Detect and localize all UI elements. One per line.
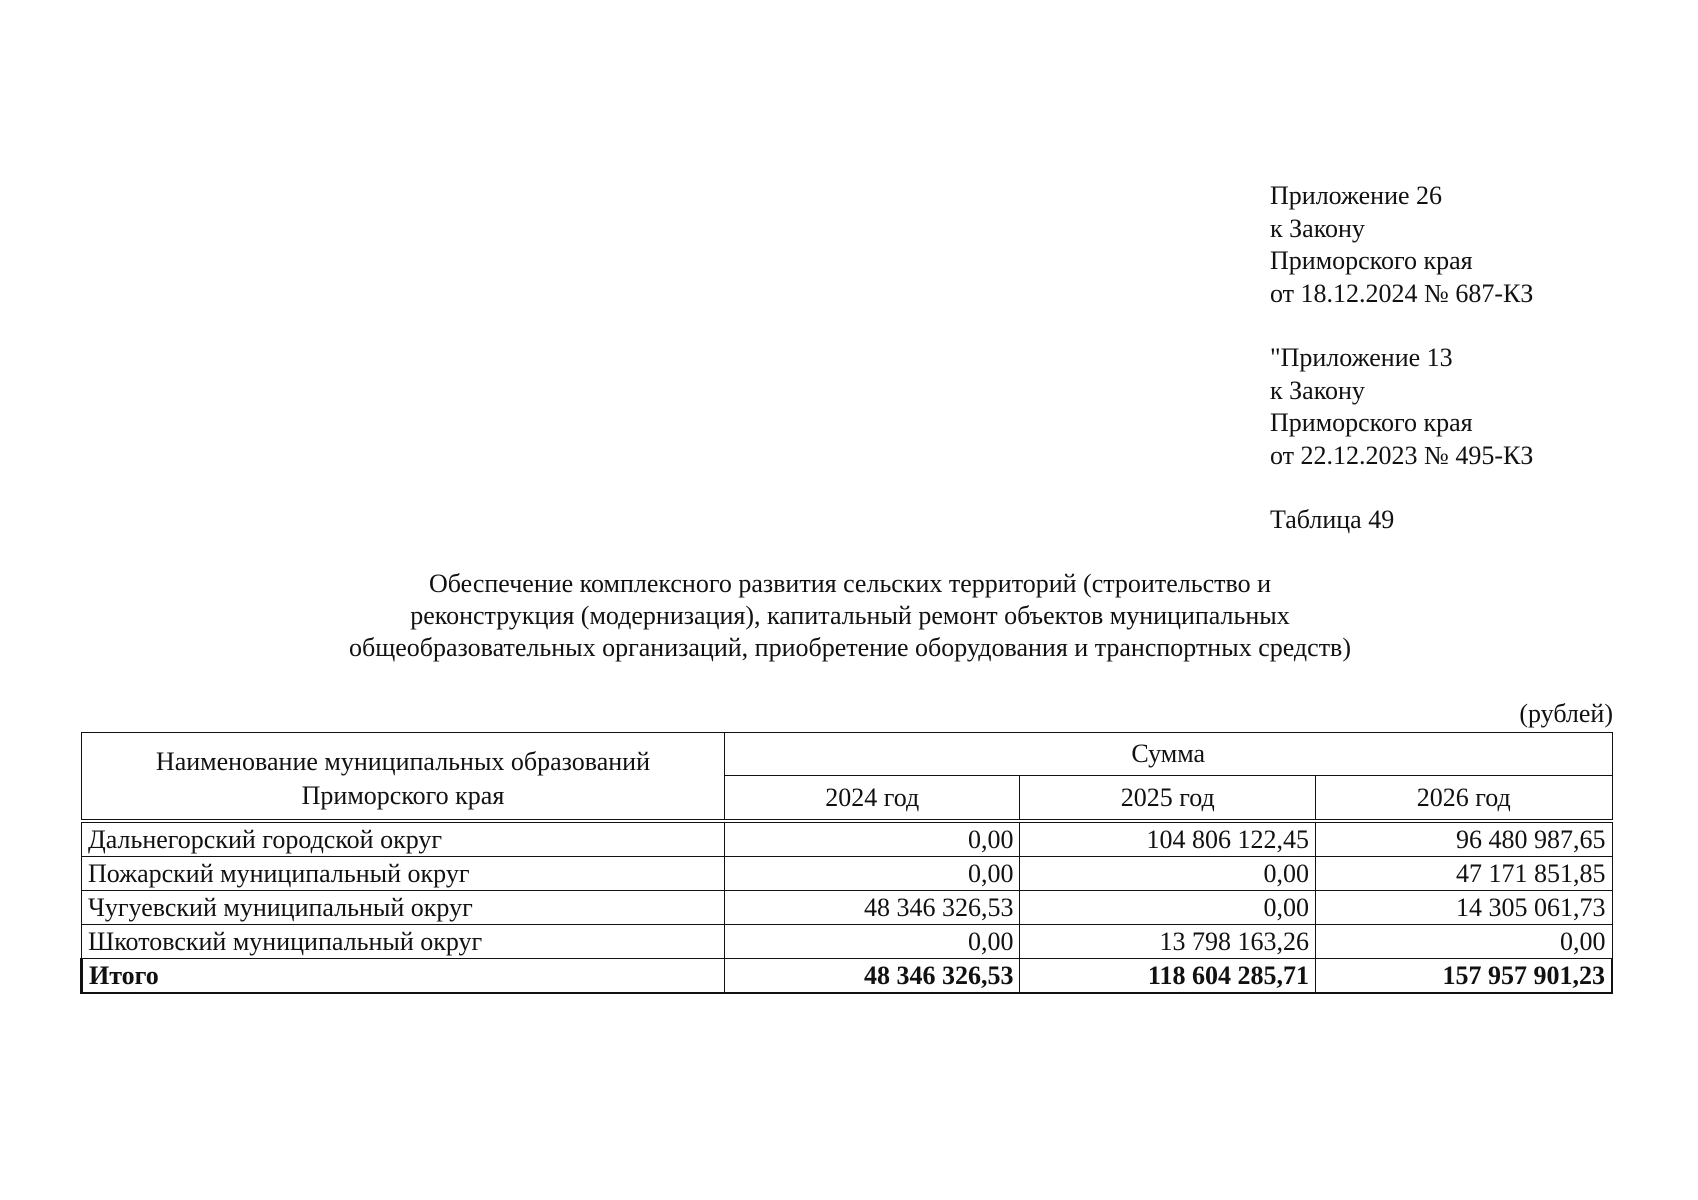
appendix-current-line: Приморского края [1270,246,1473,275]
amount-cell: 47 171 851,85 [1315,857,1612,891]
amount-cell: 0,00 [1020,891,1316,925]
document-title [200,568,1500,664]
appendix-original-line: от 22.12.2023 № 495-КЗ [1270,440,1534,470]
municipality-name: Чугуевский муниципальный округ [82,891,725,925]
header-year: 2026 год [1315,776,1612,821]
allocation-table [80,732,1613,994]
appendix-original-line: Приморского края [1270,408,1473,437]
amount-cell: 0,00 [724,925,1020,959]
amount-cell: 96 480 987,65 [1315,821,1612,857]
amount-cell: 0,00 [724,857,1020,891]
amount-cell: 13 798 163,26 [1020,925,1316,959]
municipality-name: Дальнегорский городской округ [82,821,725,857]
title-line: общеобразовательных организаций, приобретение оборудования и транспортных средств) [349,633,1351,662]
municipality-name: Шкотовский муниципальный округ [82,925,725,959]
amount-cell: 14 305 061,73 [1315,891,1612,925]
amount-cell: 0,00 [724,821,1020,857]
amount-cell: 0,00 [1315,925,1612,959]
table-row [82,857,1613,891]
amount-cell: 48 346 326,53 [724,891,1020,925]
total-amount-cell: 157 957 901,23 [1315,959,1612,994]
appendix-original-line: к Закону [1270,375,1365,405]
header-year: 2025 год [1020,776,1316,821]
header-municipality-line: Приморского края [301,781,505,810]
appendix-current-block [1270,180,1533,310]
units-label: (рублей) [1519,699,1613,728]
title-line: реконструкция (модернизация), капитальный ремонт объектов муниципальных [410,601,1290,630]
table-row [82,821,1613,857]
title-line: Обеспечение комплексного развития сельских территорий (строительство и [429,569,1271,598]
municipality-name: Пожарский муниципальный округ [82,857,725,891]
header-year: 2024 год [724,776,1020,821]
header-municipality-line: Наименование муниципальных образований [155,747,651,776]
appendix-original-block [1270,342,1533,472]
appendix-original-line: "Приложение 13 [1270,343,1453,372]
total-amount-cell: 48 346 326,53 [724,959,1020,994]
table-number-label: Таблица 49 [1270,505,1395,534]
appendix-current-line: Приложение 26 [1270,181,1443,210]
total-label: Итого [82,959,725,994]
amount-cell: 104 806 122,45 [1020,821,1316,857]
total-row [82,959,1613,994]
table-row [82,925,1613,959]
amount-cell: 0,00 [1020,857,1316,891]
total-amount-cell: 118 604 285,71 [1020,959,1316,994]
header-municipality [82,733,725,822]
appendix-current-line: от 18.12.2024 № 687-КЗ [1270,278,1534,308]
appendix-current-line: к Закону [1270,213,1365,243]
table-row [82,891,1613,925]
header-sum: Сумма [724,733,1612,776]
